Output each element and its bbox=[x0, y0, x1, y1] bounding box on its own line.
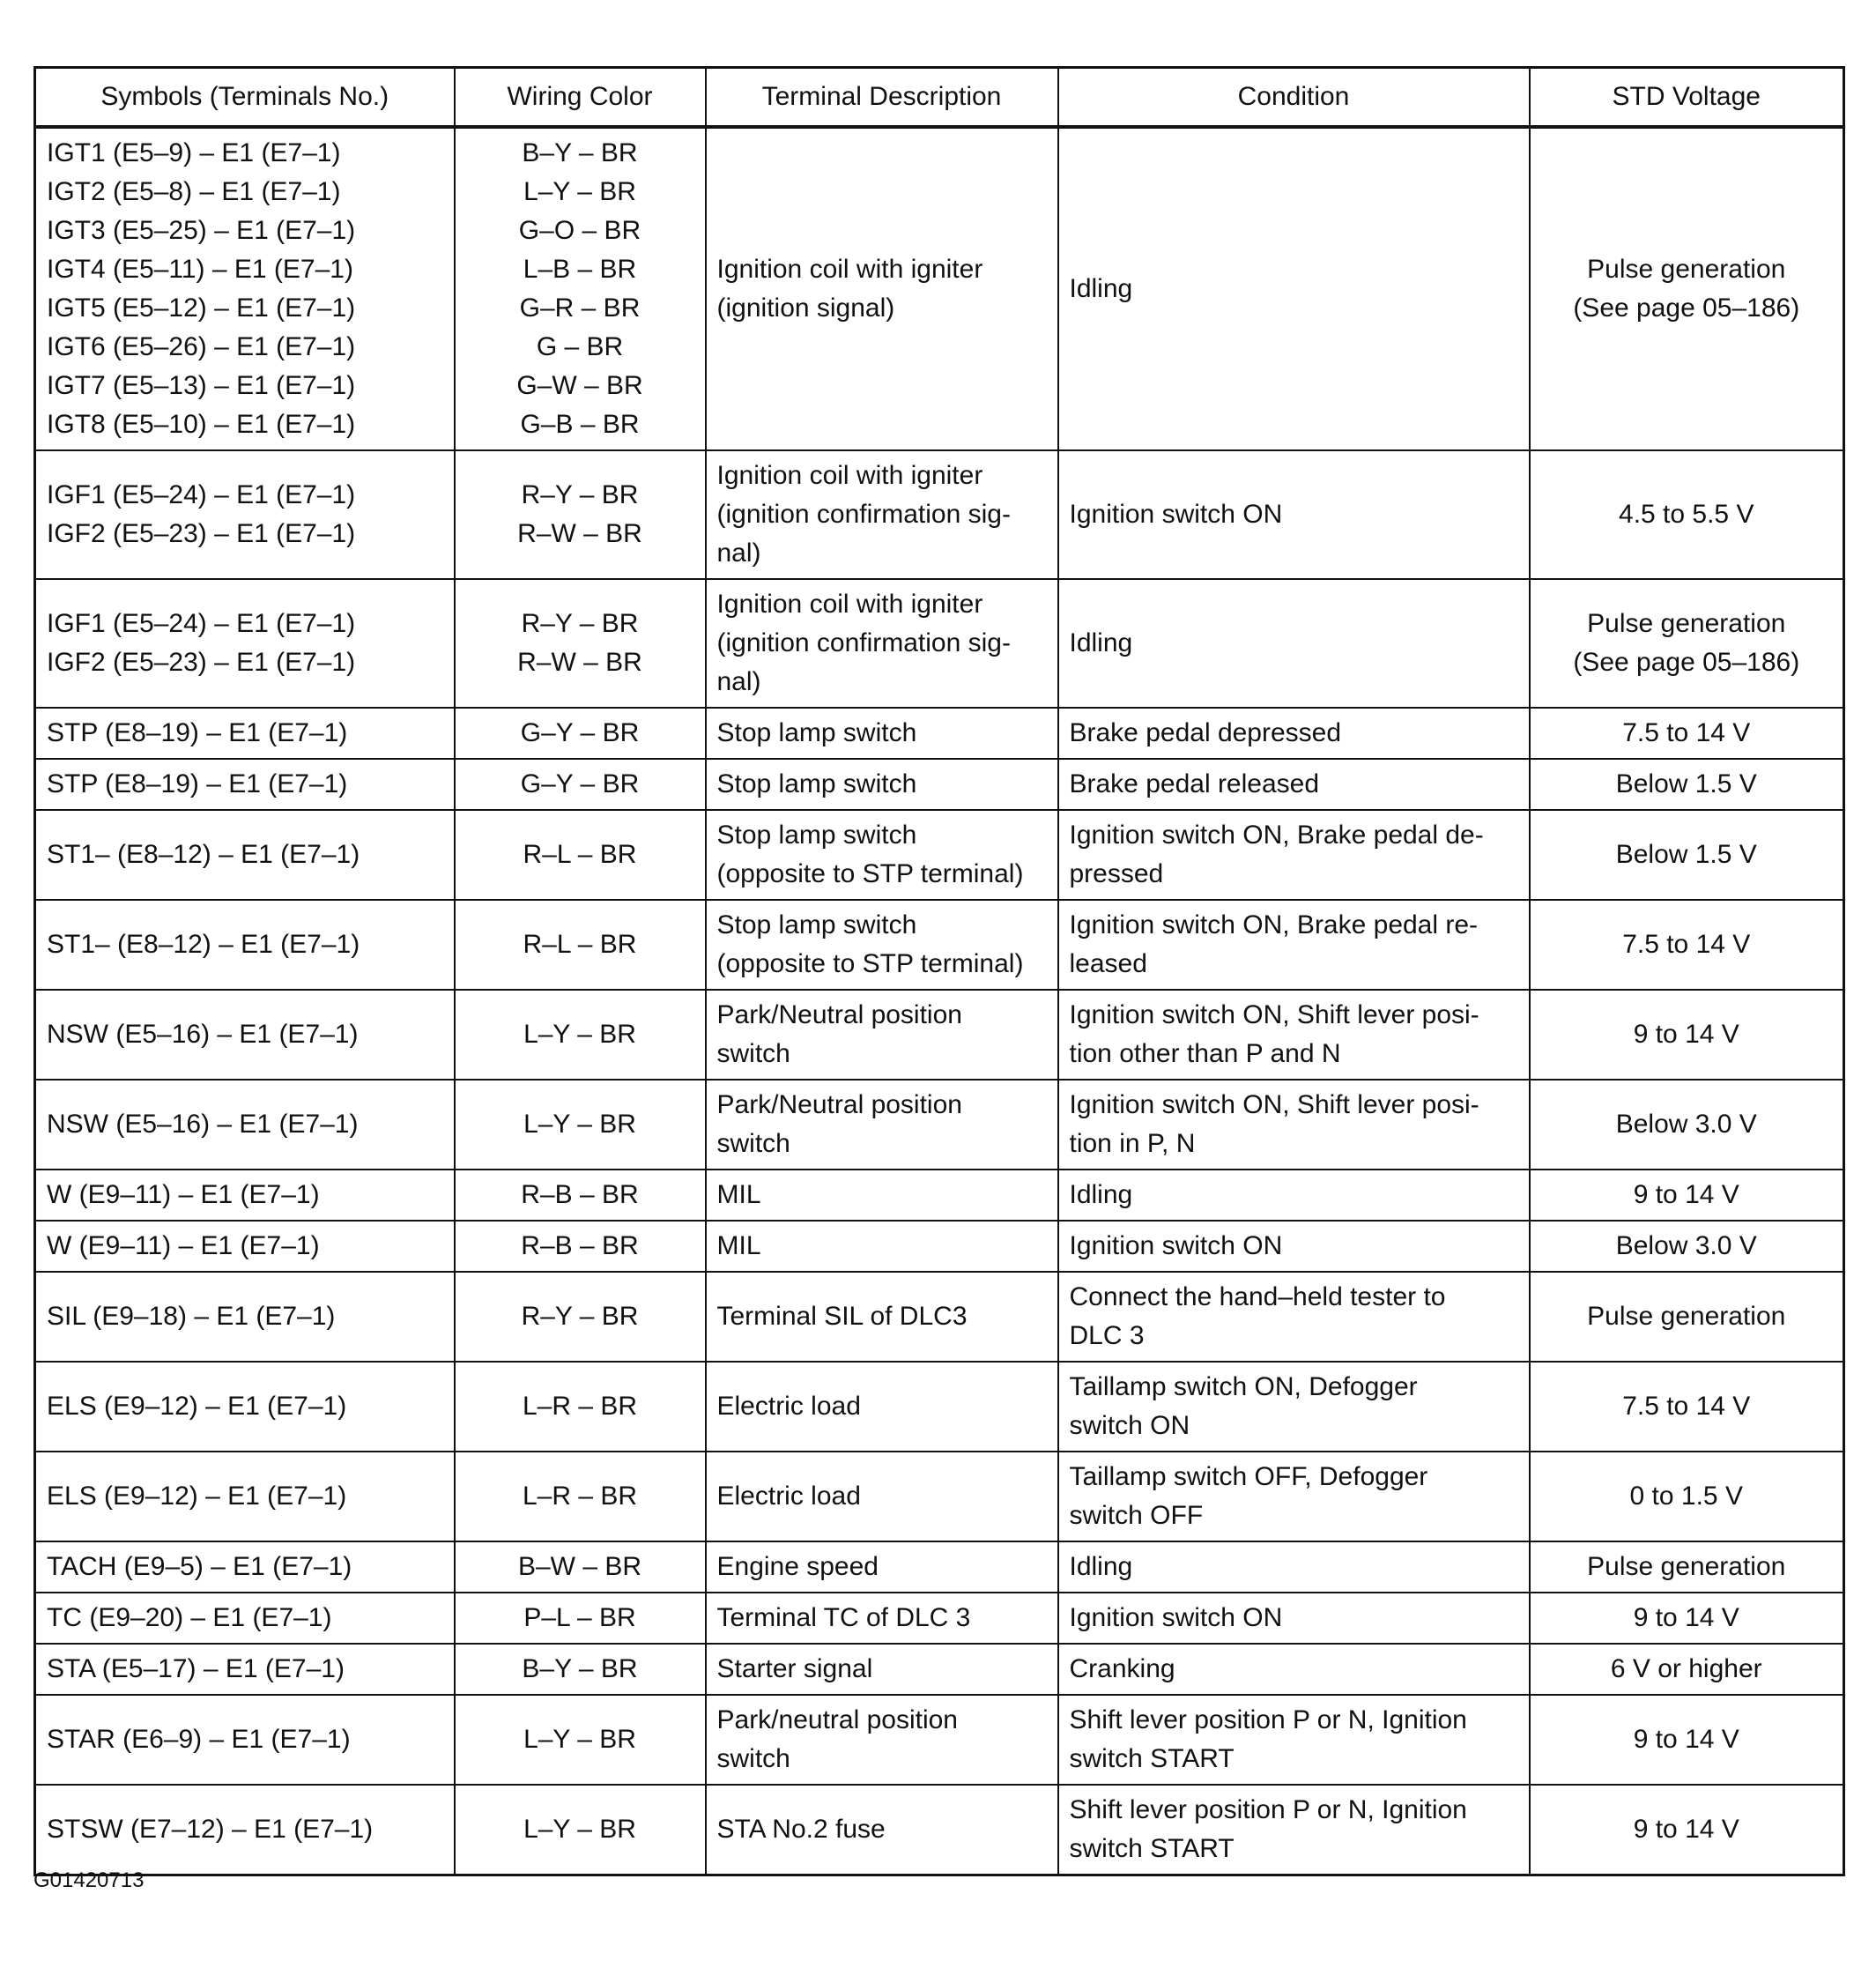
std-voltage-line: Below 3.0 V bbox=[1615, 1231, 1757, 1260]
condition-cell bbox=[1058, 1593, 1530, 1644]
condition-line: tion other than P and N bbox=[1069, 1039, 1341, 1068]
terminal-description-line: Starter signal bbox=[716, 1654, 873, 1683]
condition-line: Ignition switch ON bbox=[1069, 500, 1283, 529]
symbols-line: IGT5 (E5–12) – E1 (E7–1) bbox=[47, 293, 356, 323]
terminal-description-line: Ignition coil with igniter bbox=[716, 461, 983, 490]
symbols-cell bbox=[35, 1272, 455, 1362]
wiring-color-cell bbox=[455, 708, 706, 759]
std-voltage-cell bbox=[1530, 1785, 1844, 1875]
wiring-color-line: L–Y – BR bbox=[523, 177, 636, 206]
condition-line: Idling bbox=[1069, 1180, 1133, 1209]
terminal-description-line: MIL bbox=[716, 1231, 761, 1260]
wiring-color-line: L–R – BR bbox=[522, 1482, 638, 1511]
condition-line: switch ON bbox=[1069, 1411, 1190, 1440]
terminal-description-cell bbox=[706, 900, 1058, 990]
table-row bbox=[35, 1221, 1844, 1272]
symbols-line: SIL (E9–18) – E1 (E7–1) bbox=[47, 1302, 336, 1331]
terminal-description-cell bbox=[706, 1170, 1058, 1221]
symbols-line: STP (E8–19) – E1 (E7–1) bbox=[47, 718, 348, 747]
terminal-description-cell bbox=[706, 1695, 1058, 1785]
terminal-description-line: Electric load bbox=[716, 1482, 861, 1511]
std-voltage-cell bbox=[1530, 127, 1844, 450]
condition-line: switch START bbox=[1069, 1834, 1235, 1863]
wiring-color-line: R–Y – BR bbox=[521, 1302, 639, 1331]
terminal-description-line: nal) bbox=[716, 538, 761, 568]
condition-line: Ignition switch ON, Shift lever posi- bbox=[1069, 1090, 1479, 1119]
table-row bbox=[35, 1785, 1844, 1875]
symbols-cell bbox=[35, 1593, 455, 1644]
table-header-row bbox=[35, 68, 1844, 128]
std-voltage-line: 9 to 14 V bbox=[1633, 1603, 1739, 1632]
std-voltage-cell bbox=[1530, 450, 1844, 579]
terminal-description-line: Ignition coil with igniter bbox=[716, 590, 983, 619]
condition-cell bbox=[1058, 1272, 1530, 1362]
condition-line: Cranking bbox=[1069, 1654, 1175, 1683]
std-voltage-line: 7.5 to 14 V bbox=[1622, 718, 1751, 747]
table-row bbox=[35, 1644, 1844, 1695]
condition-cell bbox=[1058, 1170, 1530, 1221]
table-row bbox=[35, 1541, 1844, 1593]
wiring-color-line: B–W – BR bbox=[517, 1552, 642, 1581]
wiring-color-cell bbox=[455, 759, 706, 810]
std-voltage-cell bbox=[1530, 1644, 1844, 1695]
symbols-line: ELS (E9–12) – E1 (E7–1) bbox=[47, 1392, 347, 1421]
std-voltage-cell bbox=[1530, 810, 1844, 900]
std-voltage-cell bbox=[1530, 1080, 1844, 1170]
std-voltage-line: 0 to 1.5 V bbox=[1629, 1482, 1743, 1511]
condition-cell bbox=[1058, 810, 1530, 900]
condition-cell bbox=[1058, 1221, 1530, 1272]
terminal-description-line: Ignition coil with igniter bbox=[716, 255, 983, 284]
wiring-color-cell bbox=[455, 450, 706, 579]
symbols-cell bbox=[35, 1221, 455, 1272]
condition-line: Ignition switch ON bbox=[1069, 1603, 1283, 1632]
header-condition: Condition bbox=[1058, 68, 1530, 128]
symbols-cell bbox=[35, 579, 455, 708]
wiring-color-line: L–Y – BR bbox=[523, 1020, 636, 1049]
wiring-color-cell bbox=[455, 579, 706, 708]
table-row bbox=[35, 1272, 1844, 1362]
condition-line: Ignition switch ON, Brake pedal re- bbox=[1069, 910, 1479, 939]
std-voltage-cell bbox=[1530, 900, 1844, 990]
terminal-description-line: switch bbox=[716, 1129, 790, 1158]
wiring-color-line: G – BR bbox=[536, 332, 624, 361]
wiring-color-line: P–L – BR bbox=[523, 1603, 636, 1632]
symbols-line: ELS (E9–12) – E1 (E7–1) bbox=[47, 1482, 347, 1511]
wiring-color-line: R–L – BR bbox=[523, 840, 637, 869]
symbols-cell bbox=[35, 127, 455, 450]
figure-id: G01420713 bbox=[33, 1868, 145, 1892]
terminal-description-line: nal) bbox=[716, 667, 761, 696]
std-voltage-cell bbox=[1530, 1593, 1844, 1644]
table-row bbox=[35, 1170, 1844, 1221]
symbols-line: W (E9–11) – E1 (E7–1) bbox=[47, 1180, 320, 1209]
condition-cell bbox=[1058, 759, 1530, 810]
terminal-description-line: Park/Neutral position bbox=[716, 1090, 962, 1119]
symbols-cell bbox=[35, 810, 455, 900]
symbols-cell bbox=[35, 1362, 455, 1452]
std-voltage-line: (See page 05–186) bbox=[1573, 293, 1800, 323]
symbols-line: IGT3 (E5–25) – E1 (E7–1) bbox=[47, 216, 356, 245]
symbols-line: STSW (E7–12) – E1 (E7–1) bbox=[47, 1815, 374, 1844]
symbols-line: IGF2 (E5–23) – E1 (E7–1) bbox=[47, 648, 356, 677]
condition-cell bbox=[1058, 1695, 1530, 1785]
std-voltage-line: Pulse generation bbox=[1587, 609, 1786, 638]
table-row bbox=[35, 127, 1844, 450]
symbols-line: STAR (E6–9) – E1 (E7–1) bbox=[47, 1725, 351, 1754]
wiring-color-line: G–Y – BR bbox=[520, 718, 640, 747]
condition-line: Brake pedal released bbox=[1069, 769, 1320, 798]
terminal-description-line: Engine speed bbox=[716, 1552, 879, 1581]
condition-line: DLC 3 bbox=[1069, 1321, 1145, 1350]
wiring-color-cell bbox=[455, 1272, 706, 1362]
terminal-description-line: Stop lamp switch bbox=[716, 718, 917, 747]
wiring-color-line: L–Y – BR bbox=[523, 1815, 636, 1844]
symbols-line: IGF2 (E5–23) – E1 (E7–1) bbox=[47, 519, 356, 548]
wiring-color-cell bbox=[455, 1541, 706, 1593]
std-voltage-cell bbox=[1530, 990, 1844, 1080]
std-voltage-line: 7.5 to 14 V bbox=[1622, 930, 1751, 959]
std-voltage-line: Pulse generation bbox=[1587, 1552, 1786, 1581]
terminal-description-line: Park/Neutral position bbox=[716, 1000, 962, 1029]
terminal-description-line: Electric load bbox=[716, 1392, 861, 1421]
terminal-description-line: switch bbox=[716, 1039, 790, 1068]
condition-cell bbox=[1058, 1785, 1530, 1875]
std-voltage-line: 9 to 14 V bbox=[1633, 1180, 1739, 1209]
terminal-description-cell bbox=[706, 810, 1058, 900]
terminal-description-line: Terminal SIL of DLC3 bbox=[716, 1302, 968, 1331]
terminal-voltage-sheet bbox=[33, 66, 1843, 1876]
header-symbols: Symbols (Terminals No.) bbox=[35, 68, 455, 128]
symbols-line: STA (E5–17) – E1 (E7–1) bbox=[47, 1654, 345, 1683]
std-voltage-line: 4.5 to 5.5 V bbox=[1619, 500, 1754, 529]
std-voltage-line: Pulse generation bbox=[1587, 255, 1786, 284]
std-voltage-cell bbox=[1530, 1362, 1844, 1452]
terminal-description-line: STA No.2 fuse bbox=[716, 1815, 886, 1844]
terminal-description-line: (opposite to STP terminal) bbox=[716, 949, 1024, 978]
symbols-line: ST1– (E8–12) – E1 (E7–1) bbox=[47, 930, 360, 959]
wiring-color-line: R–W – BR bbox=[517, 519, 642, 548]
terminal-description-cell bbox=[706, 1593, 1058, 1644]
table-row bbox=[35, 450, 1844, 579]
symbols-line: IGT7 (E5–13) – E1 (E7–1) bbox=[47, 371, 356, 400]
condition-line: Idling bbox=[1069, 1552, 1133, 1581]
terminal-description-line: Stop lamp switch bbox=[716, 769, 917, 798]
condition-cell bbox=[1058, 1541, 1530, 1593]
condition-cell bbox=[1058, 1452, 1530, 1541]
wiring-color-line: G–B – BR bbox=[520, 410, 640, 439]
std-voltage-cell bbox=[1530, 1170, 1844, 1221]
table-row bbox=[35, 990, 1844, 1080]
symbols-cell bbox=[35, 900, 455, 990]
wiring-color-line: B–Y – BR bbox=[522, 138, 638, 167]
wiring-color-cell bbox=[455, 1785, 706, 1875]
symbols-cell bbox=[35, 450, 455, 579]
terminal-description-line: switch bbox=[716, 1744, 790, 1773]
symbols-line: NSW (E5–16) – E1 (E7–1) bbox=[47, 1020, 359, 1049]
symbols-line: TC (E9–20) – E1 (E7–1) bbox=[47, 1603, 332, 1632]
symbols-cell bbox=[35, 990, 455, 1080]
terminal-description-cell bbox=[706, 579, 1058, 708]
wiring-color-cell bbox=[455, 1644, 706, 1695]
table-row bbox=[35, 1593, 1844, 1644]
table-row bbox=[35, 579, 1844, 708]
std-voltage-line: 9 to 14 V bbox=[1633, 1725, 1739, 1754]
condition-cell bbox=[1058, 1644, 1530, 1695]
symbols-line: TACH (E9–5) – E1 (E7–1) bbox=[47, 1552, 352, 1581]
wiring-color-cell bbox=[455, 1170, 706, 1221]
wiring-color-cell bbox=[455, 1695, 706, 1785]
table-row bbox=[35, 1695, 1844, 1785]
std-voltage-line: (See page 05–186) bbox=[1573, 648, 1800, 677]
terminal-description-line: Stop lamp switch bbox=[716, 821, 917, 850]
table-row bbox=[35, 1080, 1844, 1170]
symbols-cell bbox=[35, 1695, 455, 1785]
wiring-color-line: B–Y – BR bbox=[522, 1654, 638, 1683]
wiring-color-cell bbox=[455, 1362, 706, 1452]
symbols-line: IGT4 (E5–11) – E1 (E7–1) bbox=[47, 255, 353, 284]
terminal-description-cell bbox=[706, 1272, 1058, 1362]
wiring-color-line: G–R – BR bbox=[519, 293, 641, 323]
symbols-cell bbox=[35, 1541, 455, 1593]
wiring-color-cell bbox=[455, 1080, 706, 1170]
condition-line: Connect the hand–held tester to bbox=[1069, 1282, 1446, 1311]
table-body bbox=[35, 127, 1844, 1875]
condition-line: pressed bbox=[1069, 859, 1164, 888]
std-voltage-cell bbox=[1530, 1272, 1844, 1362]
table-row bbox=[35, 1452, 1844, 1541]
terminal-description-cell bbox=[706, 1362, 1058, 1452]
condition-line: Brake pedal depressed bbox=[1069, 718, 1342, 747]
table-row bbox=[35, 900, 1844, 990]
condition-cell bbox=[1058, 450, 1530, 579]
wiring-color-line: G–Y – BR bbox=[520, 769, 640, 798]
condition-line: tion in P, N bbox=[1069, 1129, 1196, 1158]
table-row bbox=[35, 759, 1844, 810]
wiring-color-line: G–O – BR bbox=[518, 216, 641, 245]
condition-line: Ignition switch ON, Shift lever posi- bbox=[1069, 1000, 1479, 1029]
terminal-description-line: MIL bbox=[716, 1180, 761, 1209]
table-row bbox=[35, 708, 1844, 759]
std-voltage-line: 6 V or higher bbox=[1610, 1654, 1762, 1683]
symbols-line: IGF1 (E5–24) – E1 (E7–1) bbox=[47, 609, 356, 638]
condition-cell bbox=[1058, 579, 1530, 708]
symbols-cell bbox=[35, 708, 455, 759]
terminal-description-cell bbox=[706, 1785, 1058, 1875]
wiring-color-line: R–L – BR bbox=[523, 930, 637, 959]
wiring-color-line: R–B – BR bbox=[521, 1180, 639, 1209]
wiring-color-cell bbox=[455, 127, 706, 450]
symbols-cell bbox=[35, 1452, 455, 1541]
condition-line: Ignition switch ON, Brake pedal de- bbox=[1069, 821, 1484, 850]
symbols-line: ST1– (E8–12) – E1 (E7–1) bbox=[47, 840, 360, 869]
condition-line: Shift lever position P or N, Ignition bbox=[1069, 1705, 1467, 1734]
terminal-description-line: (ignition confirmation sig- bbox=[716, 500, 1011, 529]
terminal-description-cell bbox=[706, 1452, 1058, 1541]
symbols-line: NSW (E5–16) – E1 (E7–1) bbox=[47, 1110, 359, 1139]
symbols-cell bbox=[35, 759, 455, 810]
condition-line: Idling bbox=[1069, 274, 1133, 303]
std-voltage-line: 9 to 14 V bbox=[1633, 1815, 1739, 1844]
std-voltage-cell bbox=[1530, 1695, 1844, 1785]
wiring-color-line: L–B – BR bbox=[523, 255, 637, 284]
wiring-color-line: G–W – BR bbox=[516, 371, 643, 400]
symbols-line: IGT2 (E5–8) – E1 (E7–1) bbox=[47, 177, 341, 206]
terminal-description-line: (opposite to STP terminal) bbox=[716, 859, 1024, 888]
header-std-voltage: STD Voltage bbox=[1530, 68, 1844, 128]
wiring-color-line: R–B – BR bbox=[521, 1231, 639, 1260]
wiring-color-cell bbox=[455, 990, 706, 1080]
condition-line: Taillamp switch OFF, Defogger bbox=[1069, 1462, 1428, 1491]
symbols-cell bbox=[35, 1785, 455, 1875]
symbols-line: W (E9–11) – E1 (E7–1) bbox=[47, 1231, 320, 1260]
symbols-line: IGT1 (E5–9) – E1 (E7–1) bbox=[47, 138, 341, 167]
condition-cell bbox=[1058, 990, 1530, 1080]
condition-line: Taillamp switch ON, Defogger bbox=[1069, 1372, 1418, 1401]
std-voltage-line: 9 to 14 V bbox=[1633, 1020, 1739, 1049]
condition-line: Shift lever position P or N, Ignition bbox=[1069, 1795, 1467, 1824]
condition-cell bbox=[1058, 127, 1530, 450]
wiring-color-line: R–Y – BR bbox=[521, 480, 639, 509]
table-row bbox=[35, 810, 1844, 900]
terminal-description-cell bbox=[706, 1221, 1058, 1272]
std-voltage-line: Below 3.0 V bbox=[1615, 1110, 1757, 1139]
condition-line: switch START bbox=[1069, 1744, 1235, 1773]
terminal-description-line: (ignition signal) bbox=[716, 293, 895, 323]
std-voltage-line: 7.5 to 14 V bbox=[1622, 1392, 1751, 1421]
terminal-description-line: (ignition confirmation sig- bbox=[716, 628, 1011, 657]
wiring-color-cell bbox=[455, 1221, 706, 1272]
wiring-color-line: L–Y – BR bbox=[523, 1110, 636, 1139]
wiring-color-cell bbox=[455, 810, 706, 900]
terminal-description-cell bbox=[706, 1644, 1058, 1695]
condition-cell bbox=[1058, 1080, 1530, 1170]
condition-line: Idling bbox=[1069, 628, 1133, 657]
condition-cell bbox=[1058, 708, 1530, 759]
condition-line: leased bbox=[1069, 949, 1147, 978]
terminal-description-cell bbox=[706, 1541, 1058, 1593]
symbols-line: IGT6 (E5–26) – E1 (E7–1) bbox=[47, 332, 356, 361]
wiring-color-cell bbox=[455, 900, 706, 990]
wiring-color-line: L–Y – BR bbox=[523, 1725, 636, 1754]
condition-cell bbox=[1058, 900, 1530, 990]
condition-line: switch OFF bbox=[1069, 1501, 1204, 1530]
std-voltage-cell bbox=[1530, 579, 1844, 708]
terminal-description-line: Park/neutral position bbox=[716, 1705, 958, 1734]
terminal-description-line: Terminal TC of DLC 3 bbox=[716, 1603, 971, 1632]
std-voltage-cell bbox=[1530, 759, 1844, 810]
header-wiring-color: Wiring Color bbox=[455, 68, 706, 128]
condition-line: Ignition switch ON bbox=[1069, 1231, 1283, 1260]
wiring-color-cell bbox=[455, 1593, 706, 1644]
std-voltage-cell bbox=[1530, 708, 1844, 759]
wiring-color-line: R–W – BR bbox=[517, 648, 642, 677]
symbols-line: IGT8 (E5–10) – E1 (E7–1) bbox=[47, 410, 356, 439]
symbols-cell bbox=[35, 1170, 455, 1221]
terminal-description-cell bbox=[706, 450, 1058, 579]
terminal-voltage-table bbox=[33, 66, 1845, 1876]
std-voltage-line: Pulse generation bbox=[1587, 1302, 1786, 1331]
condition-cell bbox=[1058, 1362, 1530, 1452]
symbols-line: STP (E8–19) – E1 (E7–1) bbox=[47, 769, 348, 798]
symbols-cell bbox=[35, 1644, 455, 1695]
std-voltage-line: Below 1.5 V bbox=[1615, 840, 1757, 869]
terminal-description-cell bbox=[706, 759, 1058, 810]
std-voltage-line: Below 1.5 V bbox=[1615, 769, 1757, 798]
terminal-description-cell bbox=[706, 1080, 1058, 1170]
terminal-description-cell bbox=[706, 708, 1058, 759]
wiring-color-cell bbox=[455, 1452, 706, 1541]
table-row bbox=[35, 1362, 1844, 1452]
terminal-description-cell bbox=[706, 990, 1058, 1080]
wiring-color-line: R–Y – BR bbox=[521, 609, 639, 638]
terminal-description-cell bbox=[706, 127, 1058, 450]
std-voltage-cell bbox=[1530, 1541, 1844, 1593]
std-voltage-cell bbox=[1530, 1221, 1844, 1272]
header-terminal-description: Terminal Description bbox=[706, 68, 1058, 128]
wiring-color-line: L–R – BR bbox=[522, 1392, 638, 1421]
terminal-description-line: Stop lamp switch bbox=[716, 910, 917, 939]
symbols-cell bbox=[35, 1080, 455, 1170]
std-voltage-cell bbox=[1530, 1452, 1844, 1541]
symbols-line: IGF1 (E5–24) – E1 (E7–1) bbox=[47, 480, 356, 509]
